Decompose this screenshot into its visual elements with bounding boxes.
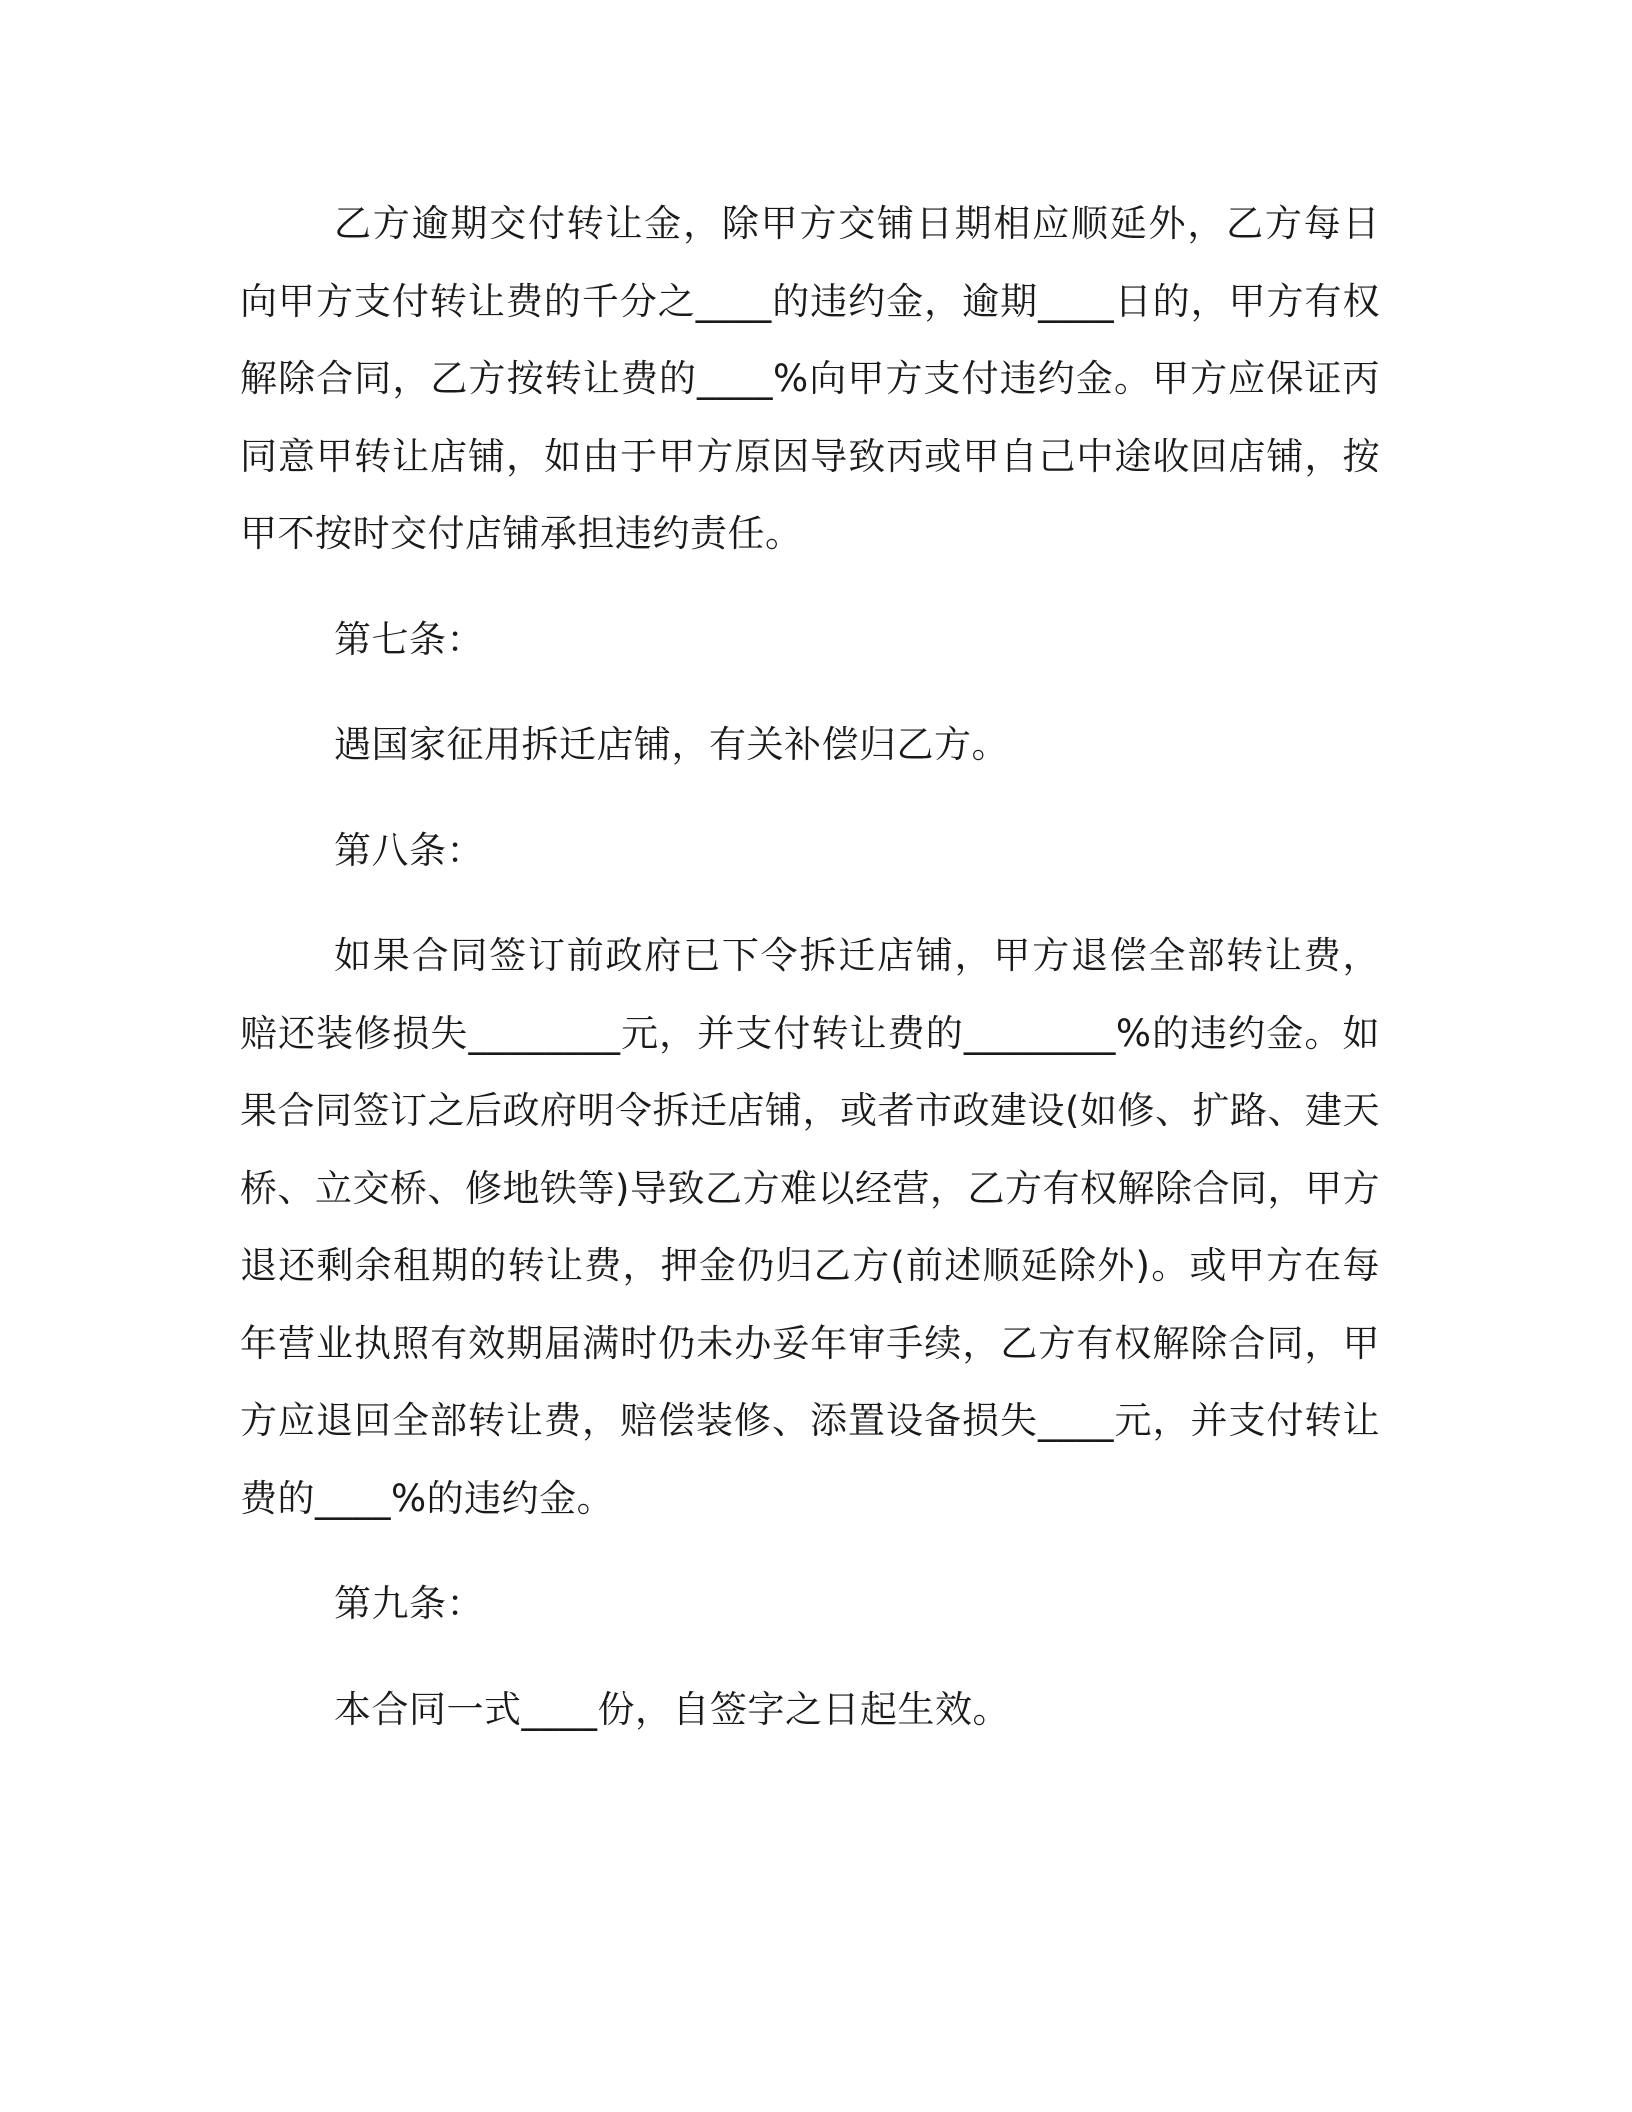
article-9-heading: 第九条： [334, 1582, 484, 1625]
paragraph-penalty-late-payment: 乙方逾期交付转让金，除甲方交铺日期相应顺延外，乙方每日向甲方支付转让费的千分之____的违约金，逾期____日的，甲方有权解除合同，乙方按转让费的____%向甲方支付违约金。甲方应保证丙同意甲转让店铺，如由于甲方原因导致丙或甲自己中途收回店铺，按甲不按时交付店铺承担违约责任。 [240, 202, 1380, 555]
article-8-heading: 第八条： [334, 828, 484, 872]
article-8-body: 如果合同签订前政府已下令拆迁店铺，甲方退偿全部转让费，赔还装修损失________元，并支付转让费的________%的违约金。如果合同签订之后政府明令拆迁店铺，或者市政建设(如修、扩路、建天桥、立交桥、修地铁等)导致乙方难以经营，乙方有权解除合同，甲方退还剩余租期的转让费，押金仍归乙方(前述顺延除外)。或甲方在每年营业执照有效期届满时仍未办妥年审手续，乙方有权解除合同，甲方应退回全部转让费，赔偿装修、添置设备损失____元，并支付转让费的____%的违约金。 [240, 934, 1380, 1520]
article-9-body: 本合同一式____份，自签字之日起生效。 [334, 1687, 1010, 1731]
article-7-heading: 第七条： [334, 617, 484, 661]
document-body [240, 185, 1380, 1748]
article-7-body: 遇国家征用拆迁店铺，有关补偿归乙方。 [334, 723, 1009, 766]
